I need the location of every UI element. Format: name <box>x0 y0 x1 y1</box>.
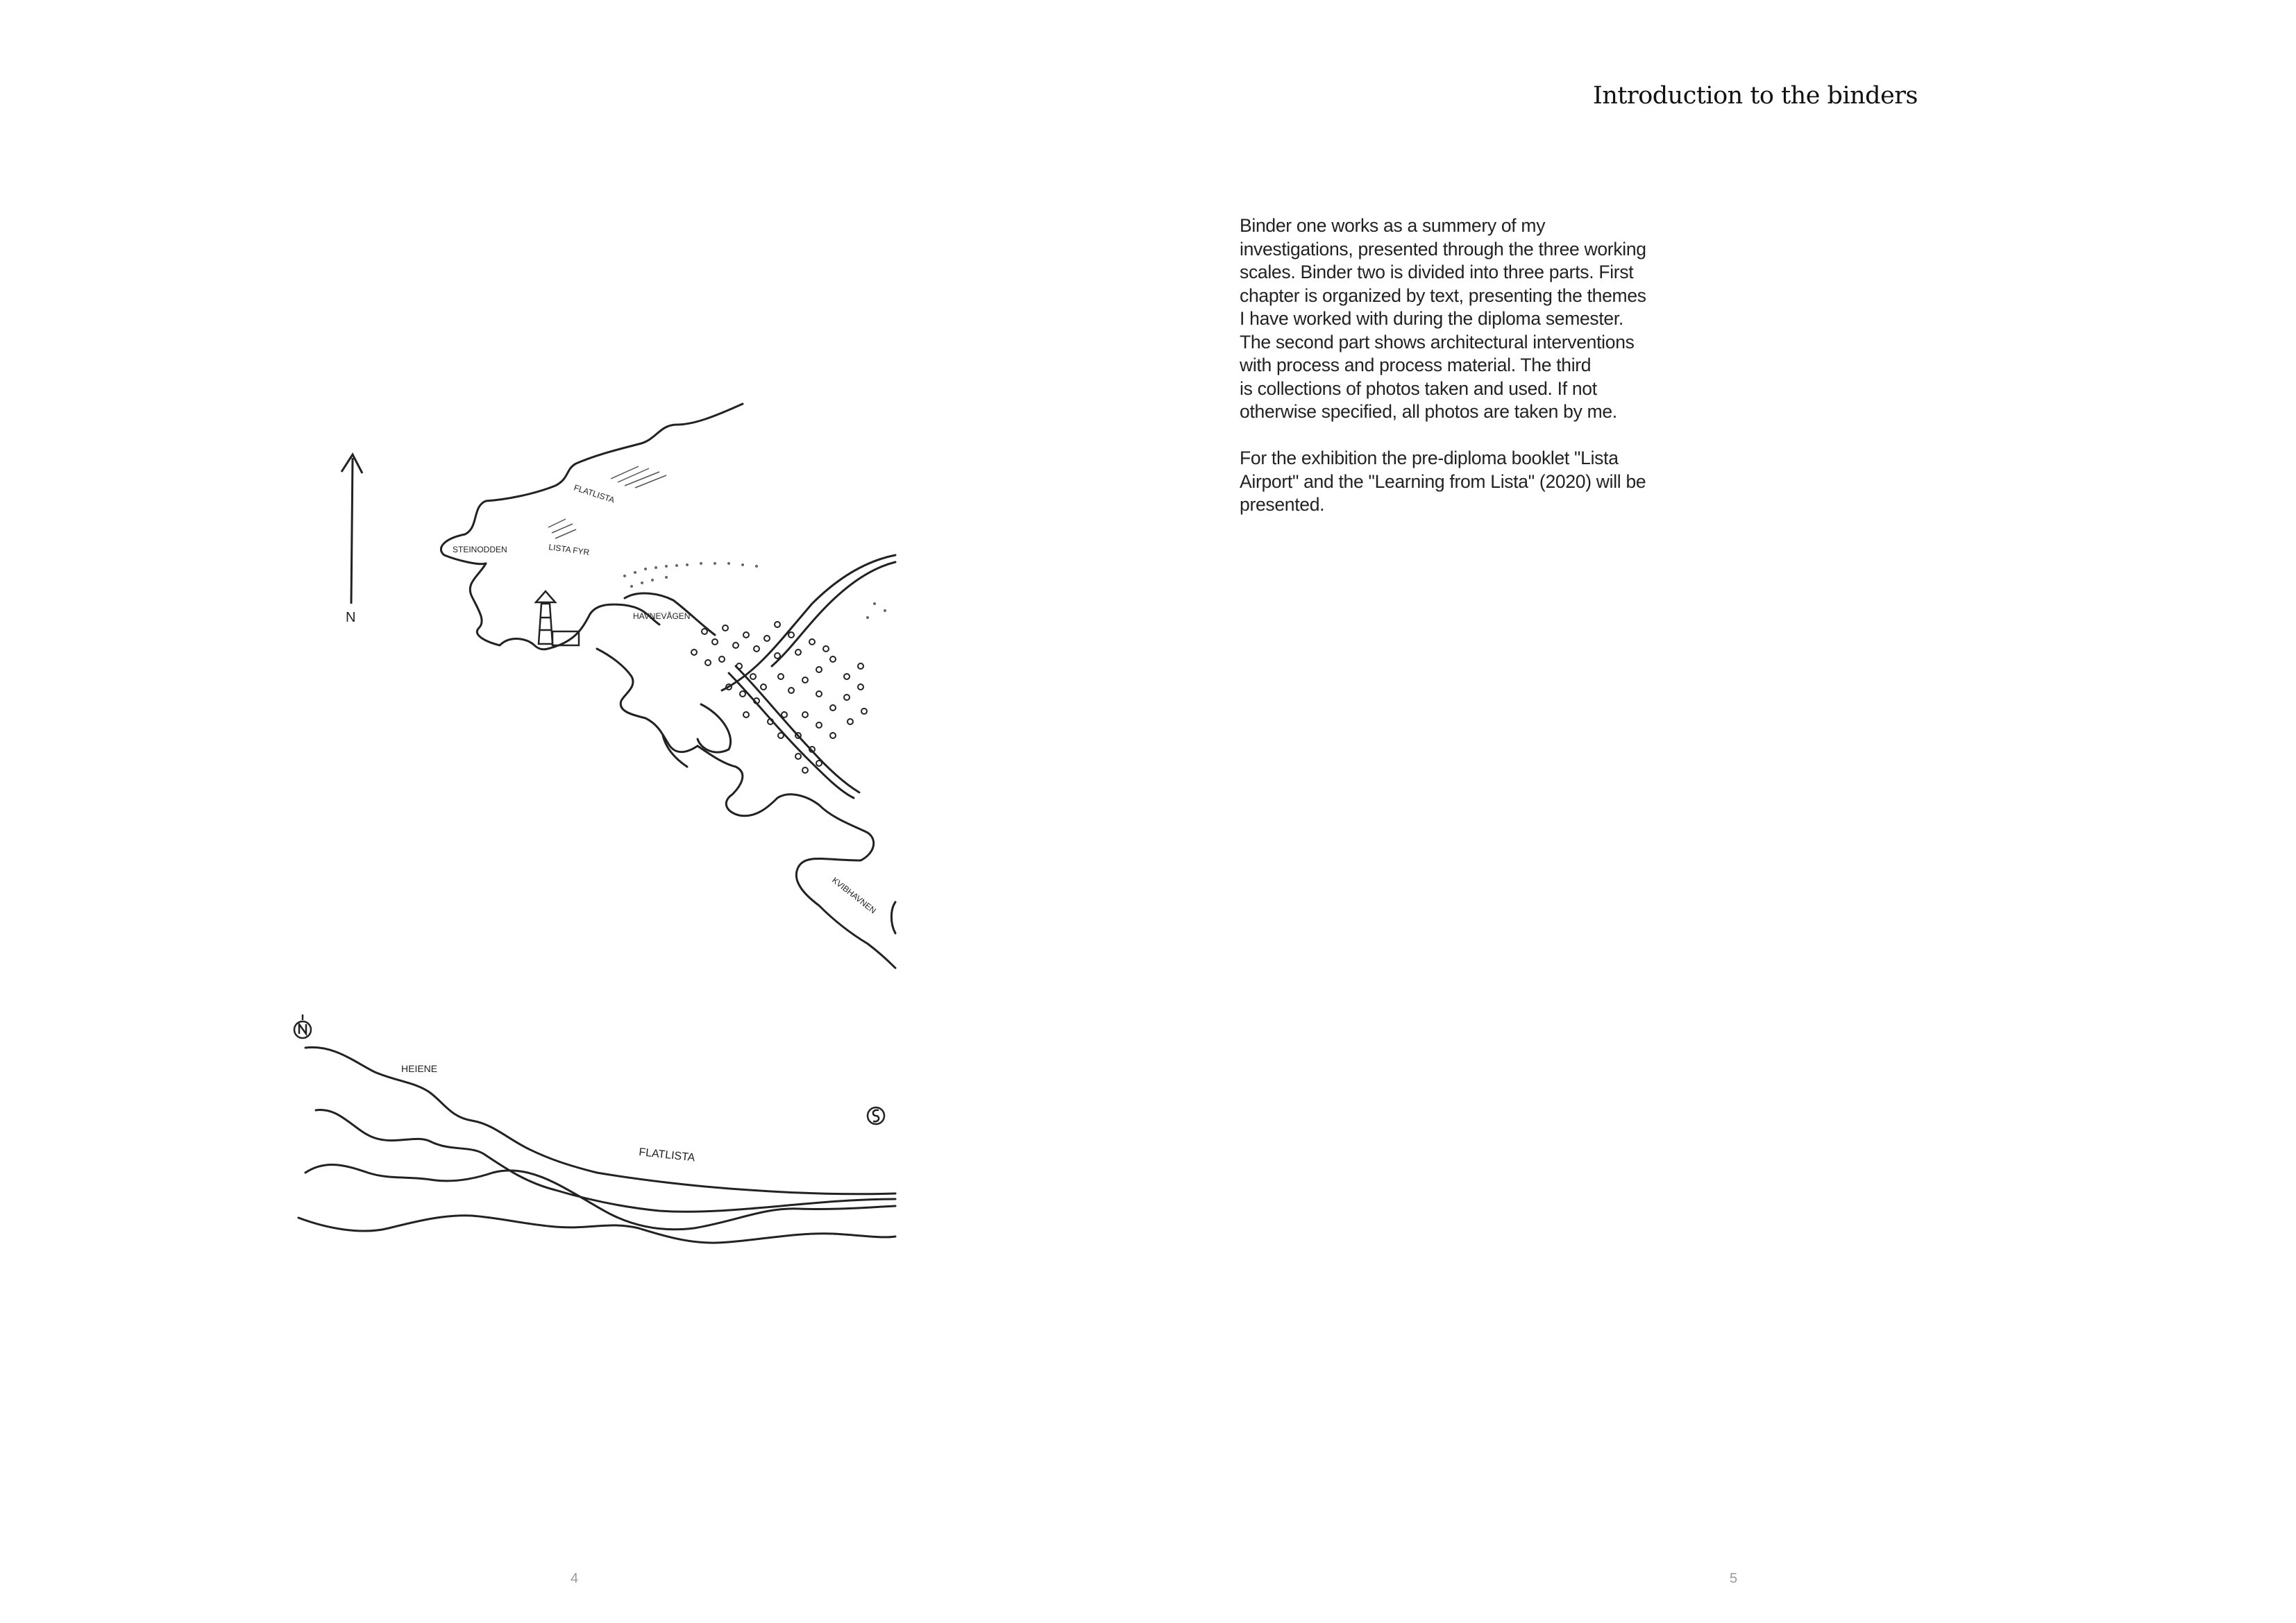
south-marker-icon <box>868 1107 884 1124</box>
right-page <box>1148 0 2296 1623</box>
place-label-heiene: HEIENE <box>401 1063 438 1074</box>
place-label-flatlista-coast: FLATLISTA <box>638 1146 696 1164</box>
text-line: is collections of photos taken and used. If not <box>1240 377 1597 399</box>
text-line: otherwise specified, all photos are taken by me. <box>1240 401 1617 422</box>
text-line: I have worked with during the diploma semester. <box>1240 308 1623 329</box>
body-text <box>1240 214 1691 540</box>
page-number-right: 5 <box>1730 1571 1738 1586</box>
place-label-lista-fyr: LISTA FYR <box>548 542 591 558</box>
text-line: scales. Binder two is divided into three parts. First <box>1240 262 1634 282</box>
place-label-kvibhavnen: KVIBHAVNEN <box>830 875 879 916</box>
paragraph-1 <box>1240 214 1691 424</box>
page-title: Introduction to the binders <box>1593 82 1918 110</box>
text-line: with process and process material. The third <box>1240 355 1592 375</box>
text-line: Airport" and the "Learning from Lista" (2020) will be <box>1240 470 1646 492</box>
north-label: N <box>346 610 356 625</box>
text-line: For the exhibition the pre-diploma booklet "Lista <box>1240 448 1619 468</box>
place-label-steinodden: STEINODDEN <box>453 545 507 554</box>
paragraph-2 <box>1240 447 1691 517</box>
text-line: presented. <box>1240 494 1325 515</box>
coast-place-labels <box>401 1063 695 1164</box>
text-line: investigations, presented through the three working <box>1240 238 1646 260</box>
coast-lines <box>298 1047 895 1243</box>
text-line: chapter is organized by text, presenting the themes <box>1240 284 1646 306</box>
page-number-left: 4 <box>571 1571 579 1586</box>
place-label-havnevagen: HAVNEVÅGEN <box>633 611 691 621</box>
text-line: Binder one works as a summery of my <box>1240 215 1546 236</box>
text-line: The second part shows architectural interventions <box>1240 331 1635 352</box>
place-label-flatlista-map: FLATLISTA <box>573 482 616 505</box>
north-marker-icon <box>294 1014 311 1038</box>
